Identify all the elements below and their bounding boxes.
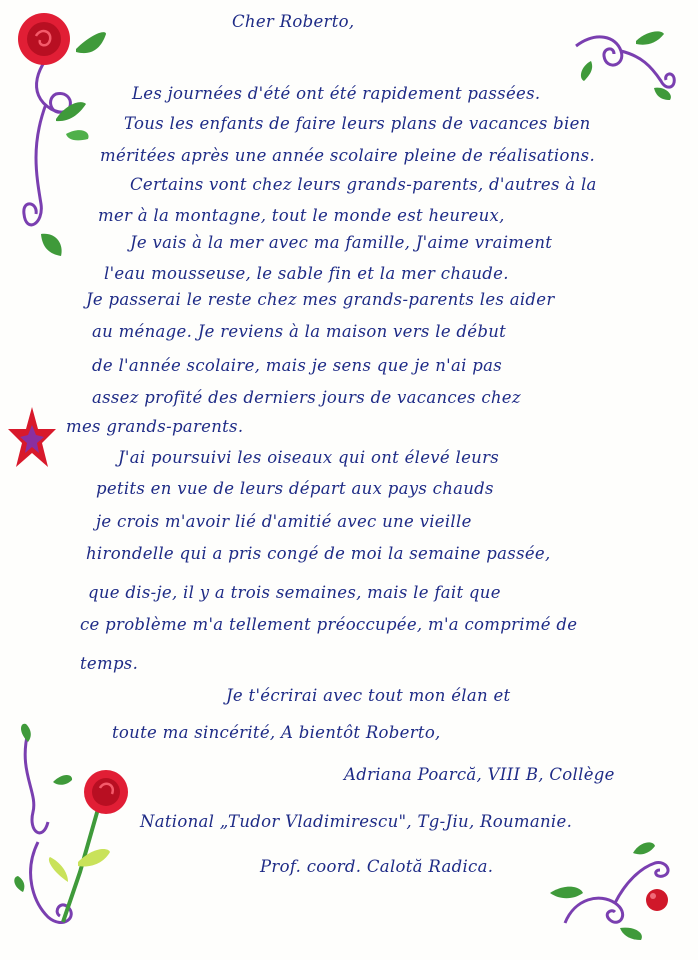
vine-bottom-right-icon [545, 838, 685, 943]
signature-name: Adriana Poarcă, VIII B, Collège [344, 765, 615, 784]
star-icon [6, 405, 58, 475]
letter-line: ce problème m'a tellement préoccupée, m'a comprimé de [80, 615, 578, 634]
letter-line: Les journées d'été ont été rapidement passées. [132, 84, 541, 103]
letter-line: Je passerai le reste chez mes grands-parents les aider [86, 290, 555, 309]
letter-line: Certains vont chez leurs grands-parents, d'autres à la [130, 175, 597, 194]
letter-line: Tous les enfants de faire leurs plans de vacances bien [124, 114, 591, 133]
rose-vine-bottom-left-icon [8, 722, 138, 947]
letter-line: mer à la montagne, tout le monde est heureux, [98, 206, 505, 225]
letter-line: l'eau mousseuse, le sable fin et la mer chaude. [104, 264, 509, 283]
letter-line: assez profité des derniers jours de vacances chez [92, 388, 521, 407]
letter-line: mes grands-parents. [66, 417, 244, 436]
signature-school: National „Tudor Vladimirescu", Tg-Jiu, Roumanie. [140, 812, 573, 831]
letter-line: au ménage. Je reviens à la maison vers le début [92, 322, 507, 341]
letter-line: toute ma sincérité, A bientôt Roberto, [112, 723, 441, 742]
letter-line: que dis-je, il y a trois semaines, mais le fait que [88, 583, 501, 602]
letter-line: de l'année scolaire, mais je sens que je n'ai pas [92, 356, 503, 375]
letter-line: temps. [80, 654, 139, 673]
letter-line: méritées après une année scolaire pleine de réalisations. [100, 146, 595, 165]
letter-line: hirondelle qui a pris congé de moi la semaine passée, [86, 544, 551, 563]
rose-vine-top-left-icon [6, 4, 111, 269]
letter-line: je crois m'avoir lié d'amitié avec une vieille [96, 512, 472, 531]
vine-top-right-icon [566, 26, 686, 106]
signature-teacher: Prof. coord. Calotă Radica. [260, 857, 494, 876]
salutation: Cher Roberto, [232, 12, 355, 31]
letter-line: Je vais à la mer avec ma famille, J'aime vraiment [130, 233, 553, 252]
letter-line: J'ai poursuivi les oiseaux qui ont élevé leurs [118, 448, 500, 467]
letter-line: Je t'écrirai avec tout mon élan et [226, 686, 511, 705]
letter-line: petits en vue de leurs départ aux pays chauds [96, 479, 494, 498]
